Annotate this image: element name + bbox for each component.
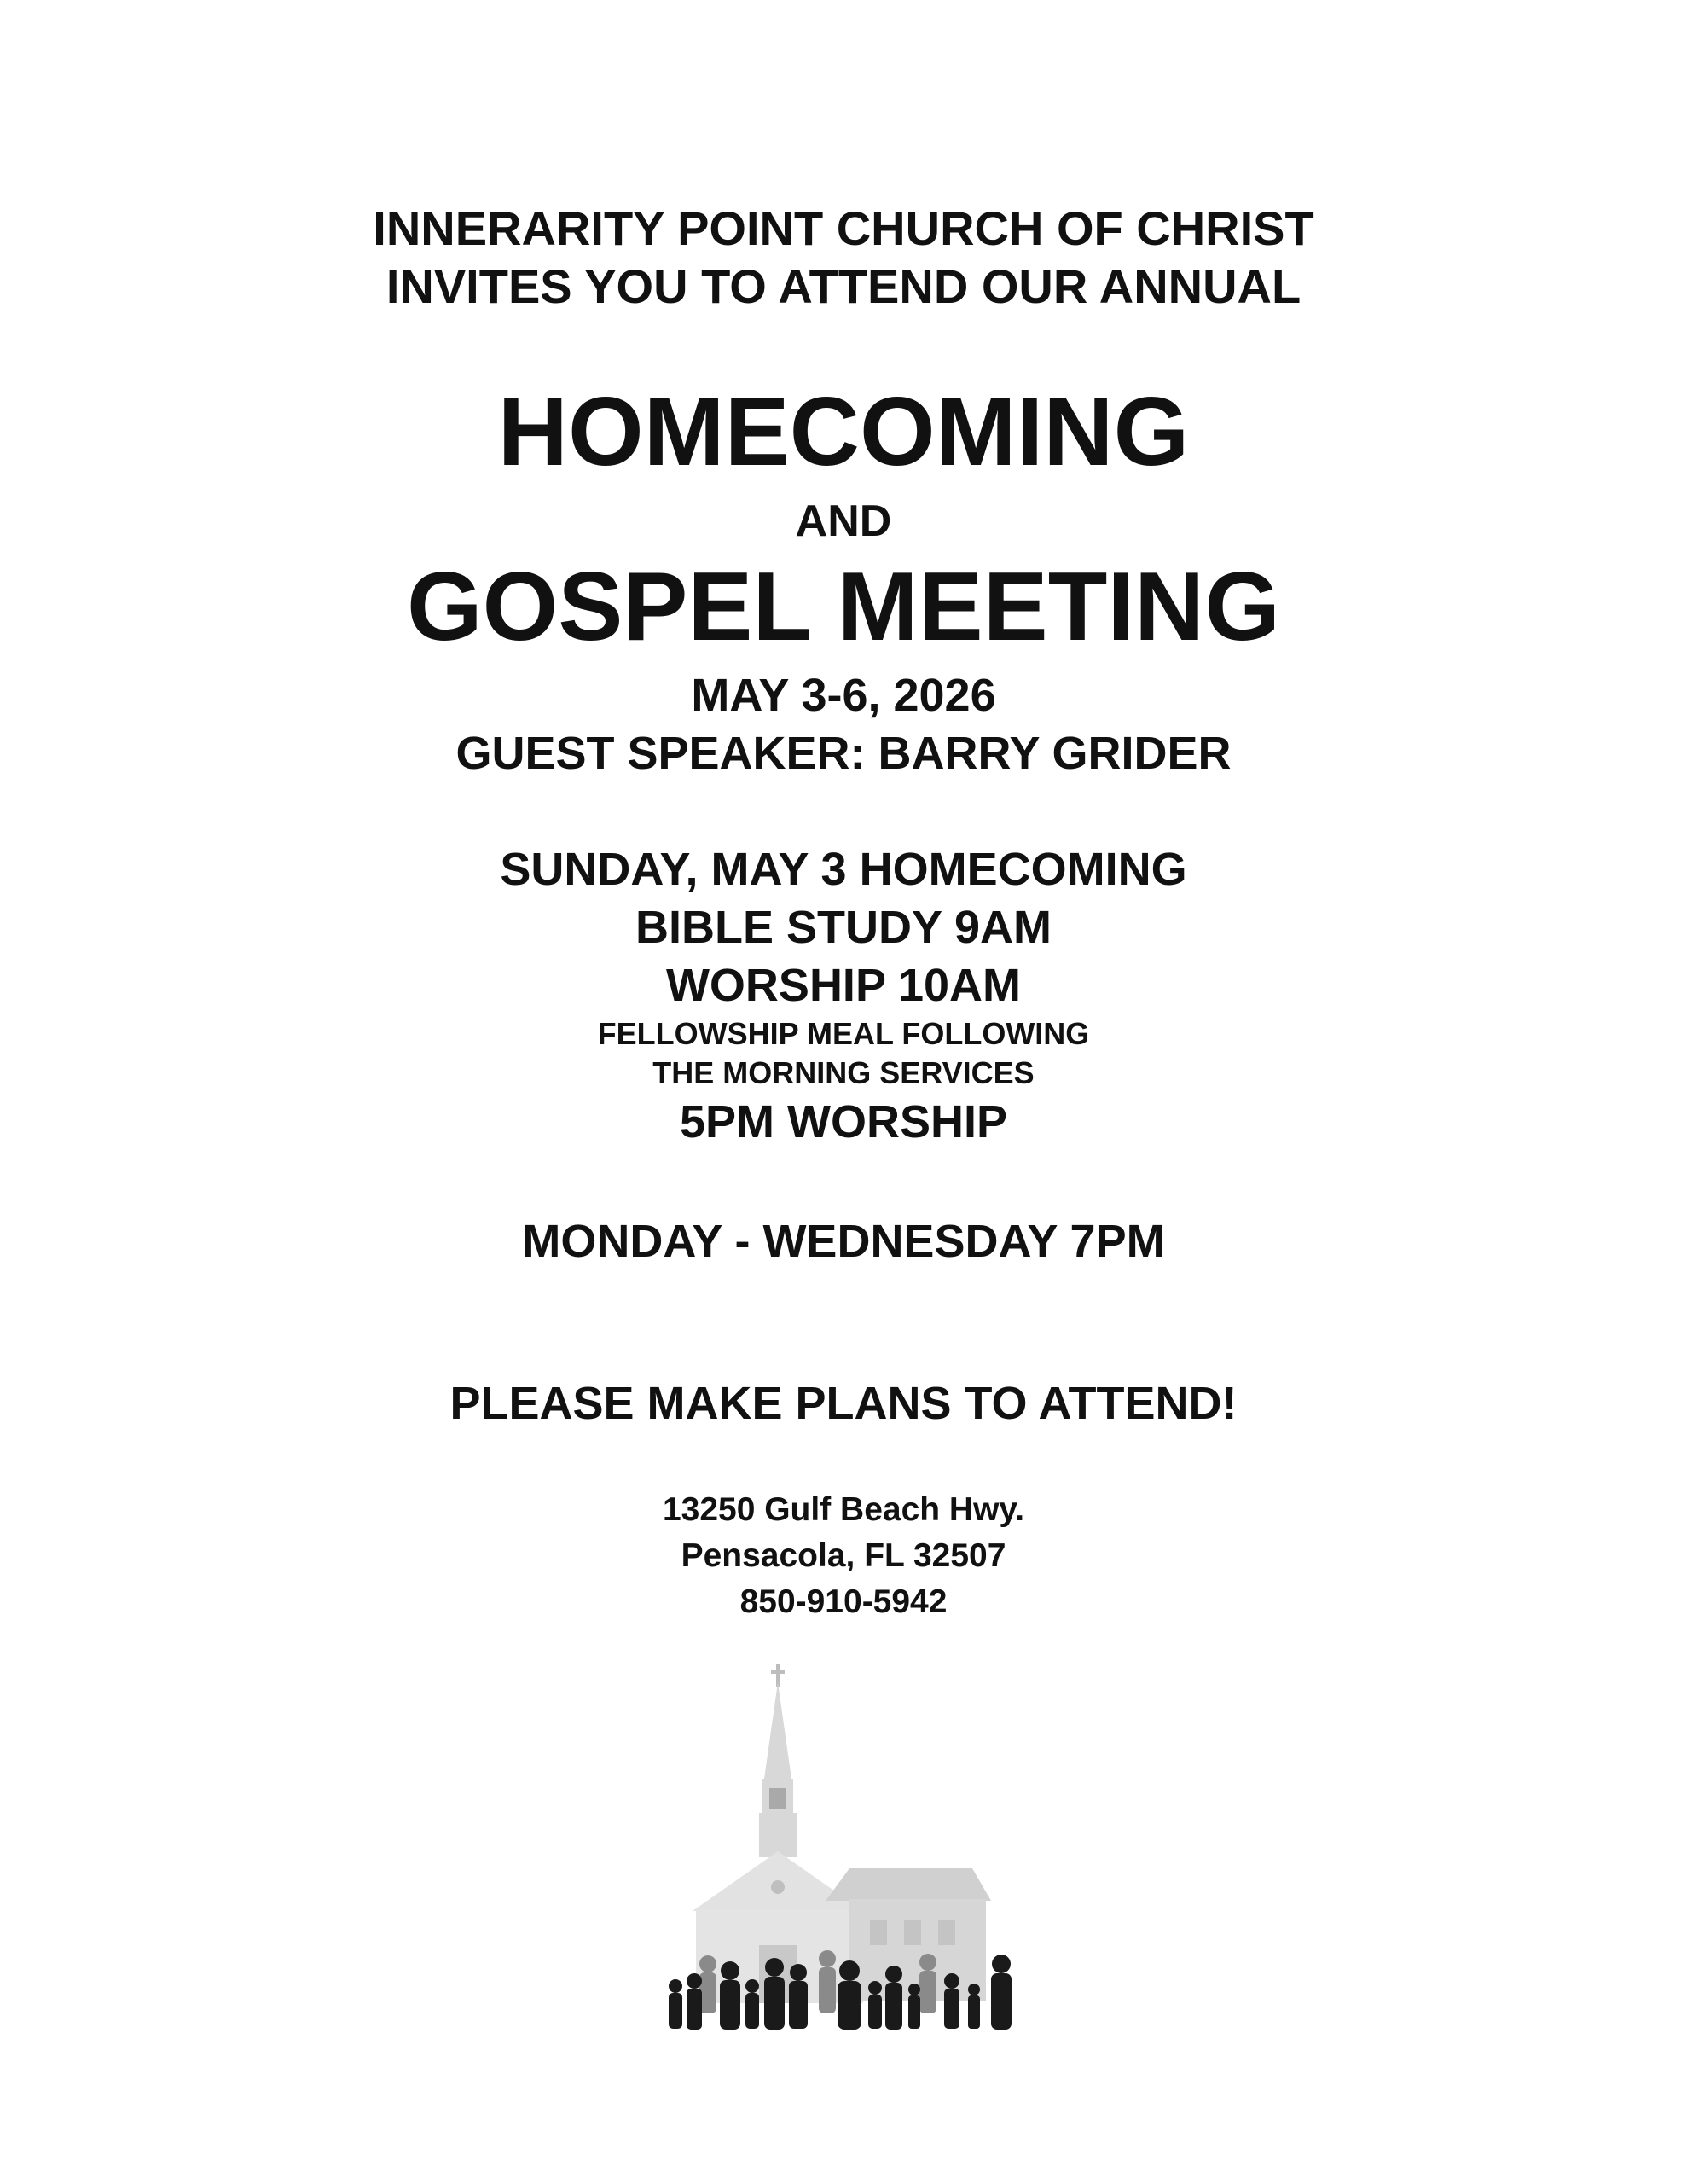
bible-study-time: BIBLE STUDY 9AM (635, 902, 1052, 953)
invitation-call: PLEASE MAKE PLANS TO ATTEND! (449, 1378, 1238, 1429)
sunday-heading: SUNDAY, MAY 3 HOMECOMING (500, 844, 1187, 895)
evening-worship-time: 5PM WORSHIP (679, 1096, 1008, 1147)
street-address: 13250 Gulf Beach Hwy. (662, 1491, 1025, 1528)
event-title-gospel-meeting: GOSPEL MEETING (406, 553, 1281, 661)
weekday-schedule: MONDAY - WEDNESDAY 7PM (522, 1216, 1165, 1267)
guest-speaker: GUEST SPEAKER: BARRY GRIDER (455, 728, 1232, 779)
phone-number: 850-910-5942 (739, 1583, 948, 1620)
city-state-zip: Pensacola, FL 32507 (681, 1537, 1006, 1574)
event-dates: MAY 3-6, 2026 (691, 670, 996, 721)
worship-time: WORSHIP 10AM (665, 960, 1022, 1011)
fellowship-meal-line2: THE MORNING SERVICES (652, 1055, 1035, 1090)
fellowship-meal-line1: FELLOWSHIP MEAL FOLLOWING (597, 1016, 1090, 1051)
event-title-homecoming: HOMECOMING (497, 378, 1190, 486)
event-title-and: AND (795, 497, 892, 546)
church-name-line: INNERARITY POINT CHURCH OF CHRIST (373, 201, 1314, 255)
church-congregation-icon (657, 1664, 1032, 2039)
church-icon (693, 1664, 991, 2003)
invitation-intro-line: INVITES YOU TO ATTEND OUR ANNUAL (386, 259, 1301, 313)
